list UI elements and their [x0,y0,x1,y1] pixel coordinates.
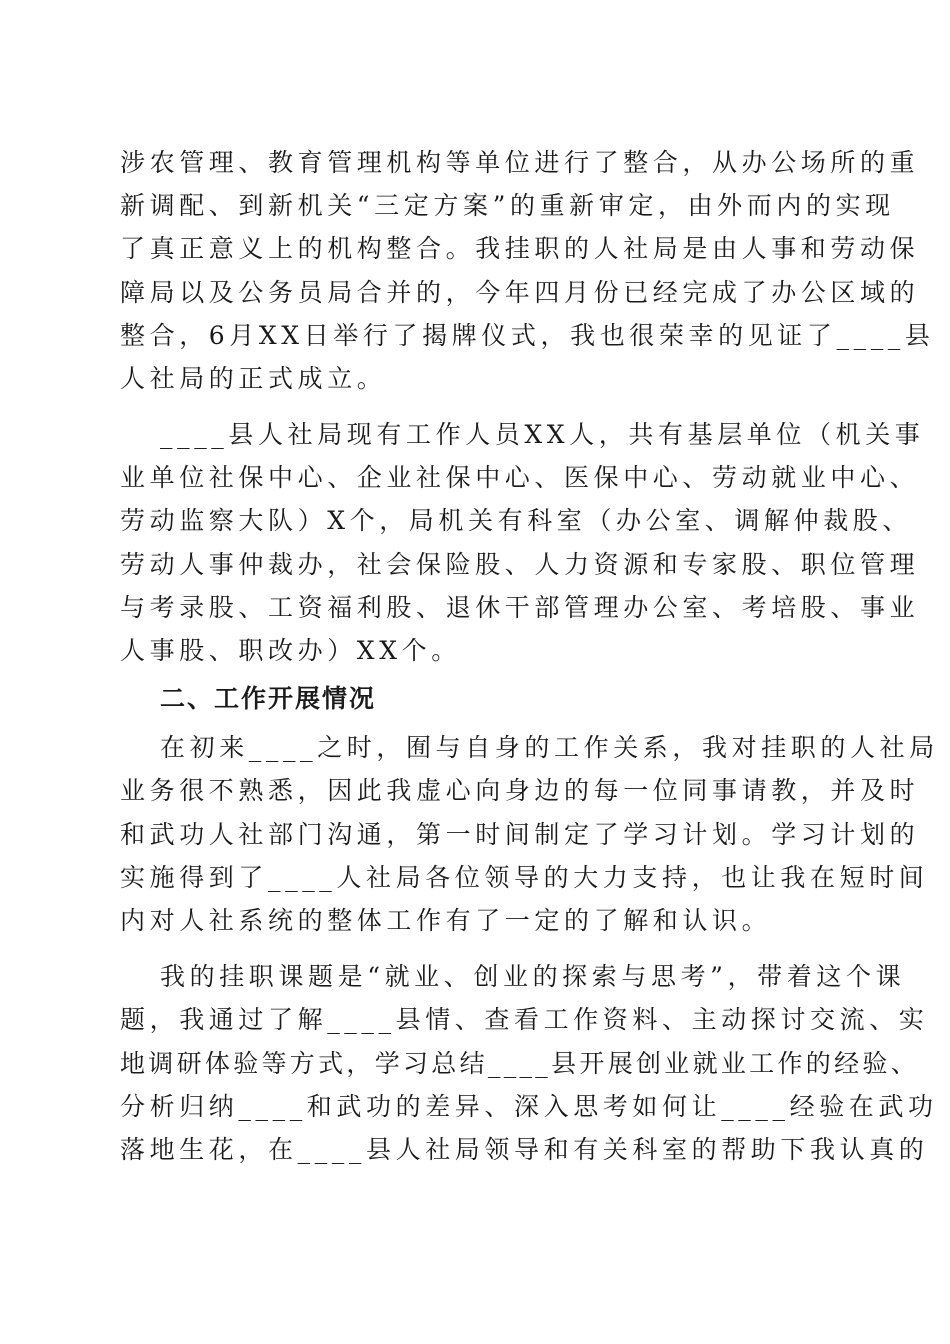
paragraph-first-line: 我的挂职课题是“就业、创业的探索与思考”，带着这个课 [160,962,906,991]
text-line: 业单位社保中心、企业社保中心、医保中心、劳动就业中心、 [120,463,920,492]
text-line: 劳动人事仲裁办，社会保险股、人力资源和专家股、职位管理 [120,550,920,579]
text-line: 与考录股、工资福利股、退休干部管理办公室、考培股、事业 [120,593,920,622]
text-line: 地调研体验等方式，学习总结____县开展创业就业工作的经验、 [120,1049,920,1078]
text-line: 落地生花，在____县人社局领导和有关科室的帮助下我认真的 [120,1135,929,1164]
text-line: 劳动监察大队）X个，局机关有科室（办公室、调解仲裁股、 [120,506,912,535]
text-line: 题，我通过了解____县情、查看工作资料、主动探讨交流、实 [120,1005,929,1034]
text-line: 实施得到了____人社局各位领导的大力支持，也让我在短时间 [120,863,929,892]
text-line: 业务很不熟悉，因此我虚心向身边的每一位同事请教，并及时 [120,776,920,805]
text-line: 新调配、到新机关“三定方案”的重新审定，由外而内的实现 [120,191,895,220]
text-line: 障局以及公务员局合并的，今年四月份已经完成了办公区域的 [120,278,920,307]
text-line: 涉农管理、教育管理机构等单位进行了整合，从办公场所的重 [120,148,920,177]
paragraph-first-line: ____县人社局现有工作人员XX人，共有基层单位（机关事 [160,420,925,449]
text-line: 人社局的正式成立。 [120,364,387,393]
text-line: 分析归纳____和武功的差异、深入思考如何让____经验在武功 [120,1092,938,1121]
text-line: 了真正意义上的机构整合。我挂职的人社局是由人事和劳动保 [120,234,920,263]
text-line: 整合，6月XX日举行了揭牌仪式，我也很荣幸的见证了____县 [120,321,935,350]
text-line: 内对人社系统的整体工作有了一定的了解和认识。 [120,906,772,935]
paragraph-first-line: 在初来____之时，囿与自身的工作关系，我对挂职的人社局 [160,733,939,762]
text-line: 人事股、职改办）XX个。 [120,636,461,665]
section-heading: 二、工作开展情况 [160,684,377,713]
text-line: 和武功人社部门沟通，第一时间制定了学习计划。学习计划的 [120,820,920,849]
